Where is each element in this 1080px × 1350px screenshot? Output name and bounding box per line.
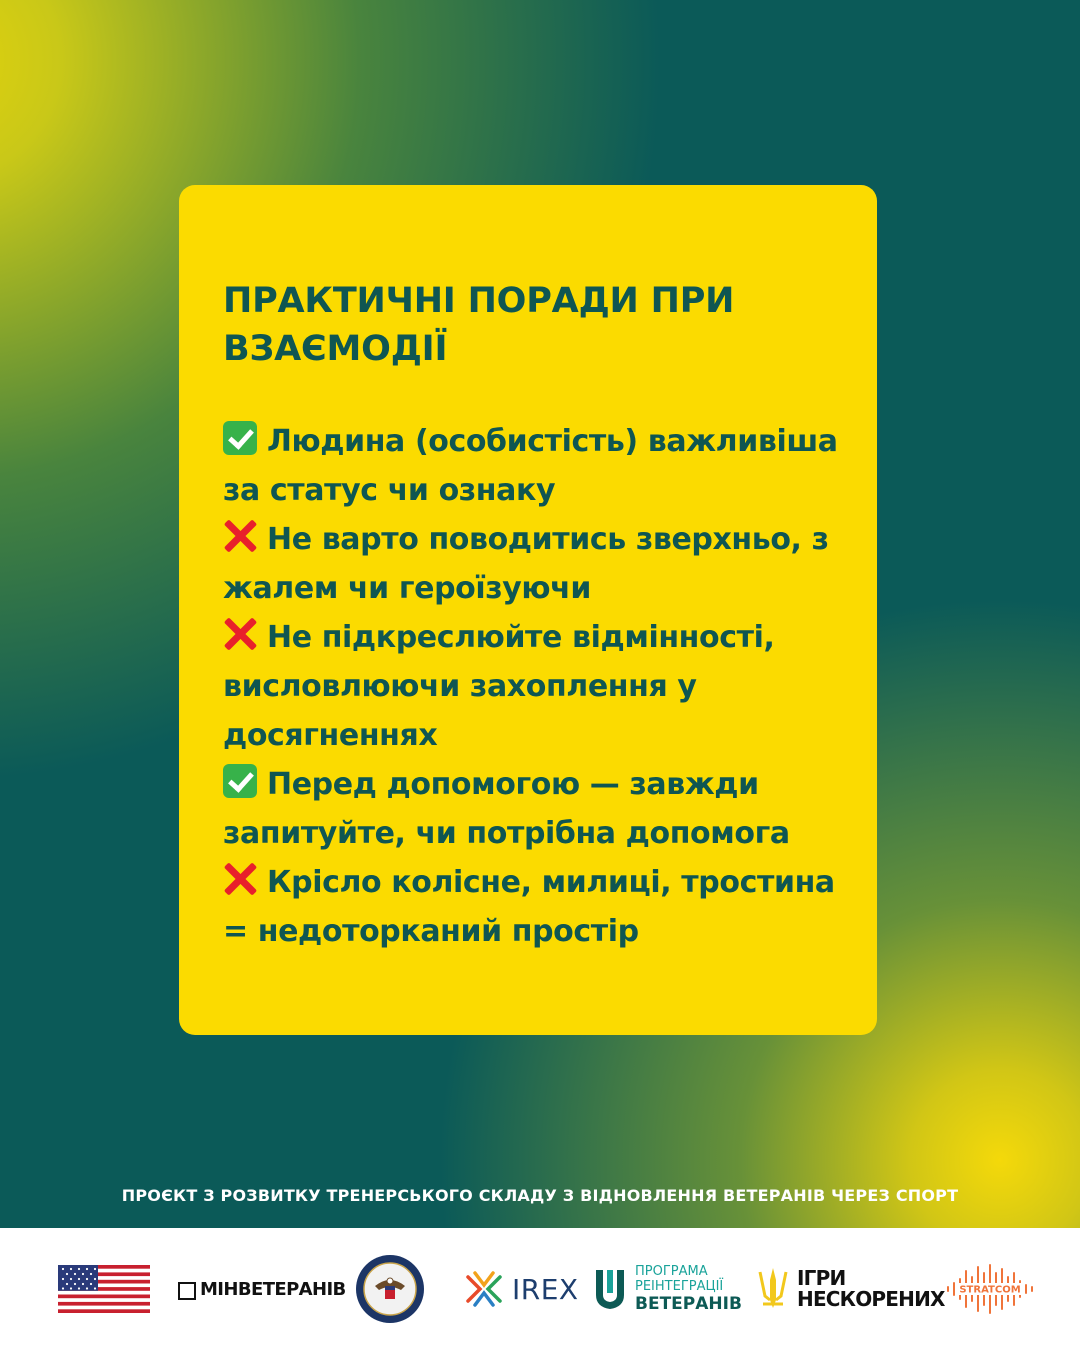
cross-mark-icon	[223, 617, 257, 651]
reintegration-line2: РЕІНТЕГРАЦІЇ	[635, 1279, 724, 1294]
reintegration-text	[635, 1264, 742, 1314]
cross-mark-icon	[223, 519, 257, 553]
tip-text: Не варто поводитись зверхньо, з жалем чи героїзуючи	[223, 522, 829, 606]
minveteraniv-logo	[178, 1228, 346, 1350]
tip-text: Перед допомогою — завжди запитуйте, чи потрібна допомога	[223, 767, 790, 851]
reintegration-line1: ПРОГРАМА	[635, 1264, 708, 1279]
tip-text: Не підкреслюйте відмінності, висловлюючи захоплення у досягненнях	[223, 620, 775, 753]
games-text	[797, 1268, 945, 1310]
tip-item	[223, 760, 863, 858]
check-mark-icon	[223, 421, 257, 455]
ministry-emblem-icon	[178, 1282, 196, 1300]
state-department-seal	[355, 1228, 425, 1350]
games-line2: НЕСКОРЕНИХ	[797, 1287, 945, 1311]
tip-item	[223, 417, 863, 515]
trident-icon	[757, 1266, 789, 1312]
irex-label: IREX	[512, 1272, 579, 1306]
tip-text: Людина (особистість) важливіша за статус чи ознаку	[223, 424, 838, 508]
tips-list	[223, 417, 863, 956]
tips-card	[179, 185, 877, 1035]
games-line1: ІГРИ	[797, 1266, 846, 1290]
stratcom-logo	[942, 1228, 1038, 1350]
eagle-seal-icon	[355, 1254, 425, 1324]
tip-item	[223, 613, 863, 760]
reintegration-program-logo	[593, 1228, 742, 1350]
tip-item	[223, 858, 863, 956]
project-caption: ПРОЄКТ З РОЗВИТКУ ТРЕНЕРСЬКОГО СКЛАДУ З ВІДНОВЛЕННЯ ВЕТЕРАНІВ ЧЕРЕЗ СПОРТ	[121, 1186, 959, 1205]
card-title: ПРАКТИЧНІ ПОРАДИ ПРИ ВЗАЄМОДІЇ	[223, 281, 735, 369]
partner-logos-bar	[0, 1228, 1080, 1350]
check-mark-icon	[223, 764, 257, 798]
irex-mark-icon	[462, 1267, 506, 1311]
us-flag-icon	[58, 1265, 150, 1313]
tip-item	[223, 515, 863, 613]
us-flag-logo	[58, 1228, 150, 1350]
invictus-games-logo	[757, 1228, 945, 1350]
stratcom-label: STRATCOM	[959, 1284, 1021, 1296]
irex-logo	[462, 1228, 579, 1350]
reintegration-line3: ВЕТЕРАНІВ	[635, 1294, 742, 1314]
stratcom-wave-icon	[942, 1261, 1038, 1317]
reintegration-mark-icon	[593, 1267, 627, 1311]
cross-mark-icon	[223, 862, 257, 896]
minveteraniv-label: МІНВЕТЕРАНІВ	[200, 1278, 346, 1300]
tip-text: Крісло колісне, милиці, тростина = недоторканий простір	[223, 865, 835, 949]
